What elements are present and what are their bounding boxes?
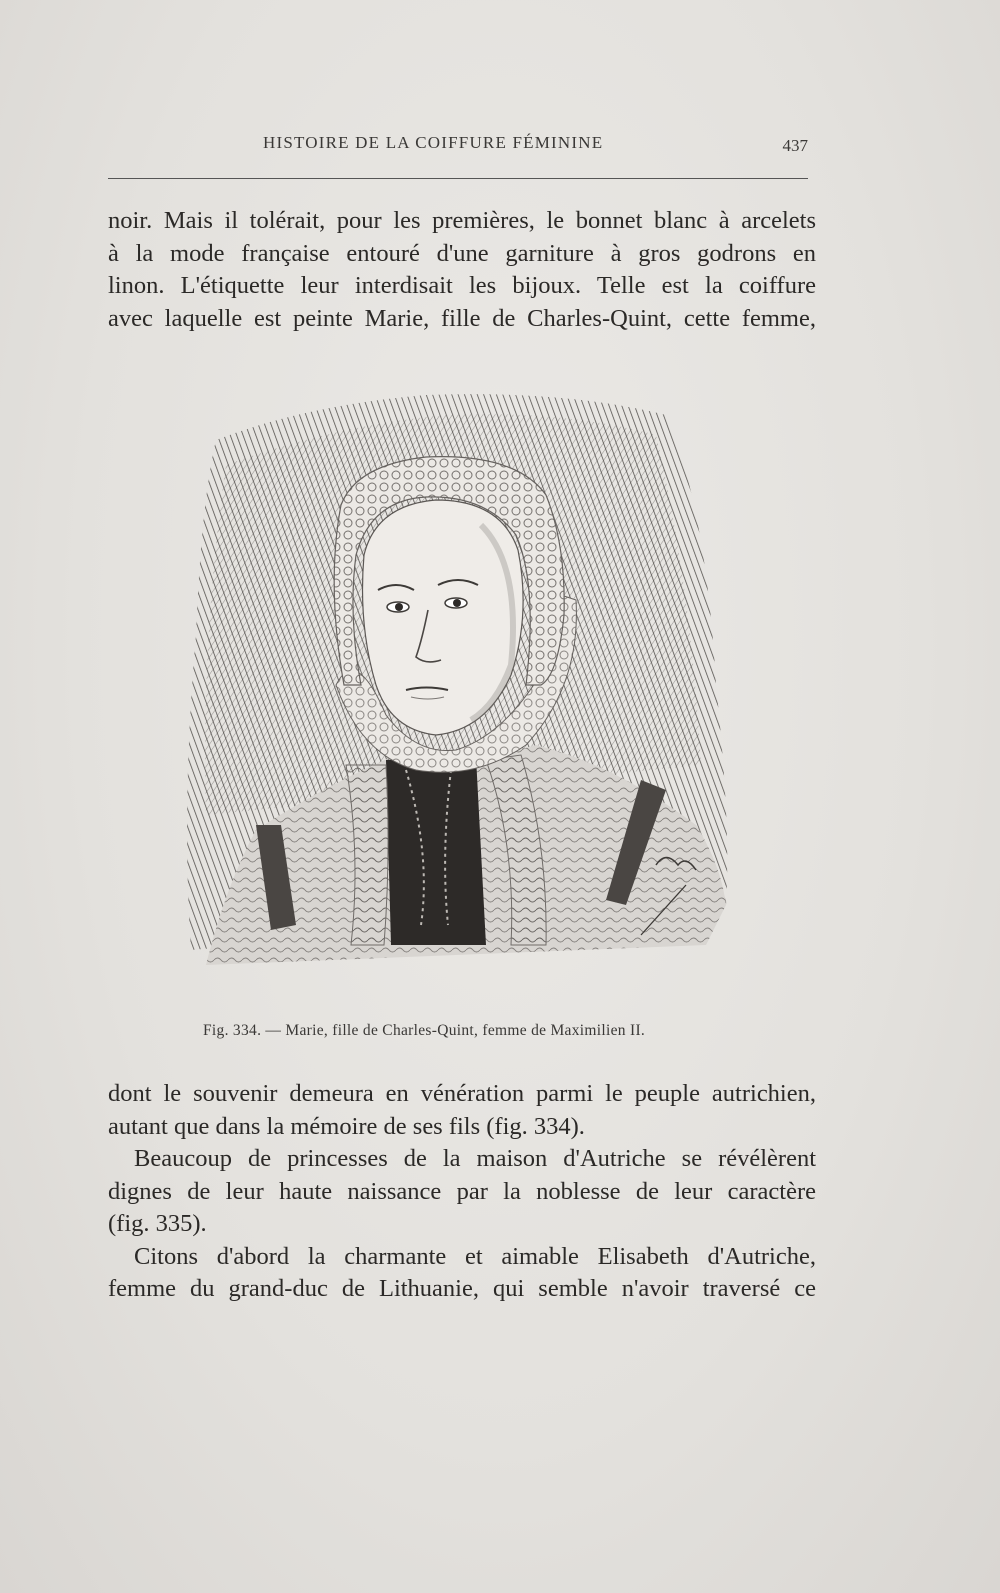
text-line: noir. Mais il tolérait, pour les premières, le bonnet blanc à arcelets — [108, 207, 816, 234]
header-rule — [108, 178, 808, 179]
text-line: autant que dans la mémoire de ses fils (fig. 334). — [108, 1112, 585, 1140]
text-line: dignes de leur haute naissance par la noblesse de leur caractère — [108, 1177, 816, 1205]
portrait-engraving — [186, 385, 742, 985]
running-title: HISTOIRE DE LA COIFFURE FÉMININE — [263, 133, 604, 152]
figure-caption: Fig. 334. — Marie, fille de Charles-Quint, femme de Maximilien II. — [203, 1022, 646, 1039]
text-line: Citons d'abord la charmante et aimable Elisabeth d'Autriche, — [134, 1242, 816, 1270]
page-number: 437 — [782, 136, 808, 155]
paragraph-bottom — [108, 1078, 816, 1306]
text-line: avec laquelle est peinte Marie, fille de Charles-Quint, cette femme, — [108, 304, 816, 332]
text-line: femme du grand-duc de Lithuanie, qui semble n'avoir traversé ce — [108, 1275, 816, 1302]
paragraph-top — [108, 205, 816, 335]
text-line: à la mode française entouré d'une garniture à gros godrons en — [108, 239, 816, 267]
running-head — [108, 133, 808, 163]
portrait-illustration — [186, 385, 742, 985]
text-line: linon. L'étiquette leur interdisait les bijoux. Telle est la coiffure — [108, 272, 816, 299]
text-line: Beaucoup de princesses de la maison d'Autriche se révélèrent — [134, 1145, 816, 1172]
text-line: dont le souvenir demeura en vénération parmi le peuple autrichien, — [108, 1080, 816, 1107]
text-line: (fig. 335). — [108, 1210, 207, 1237]
